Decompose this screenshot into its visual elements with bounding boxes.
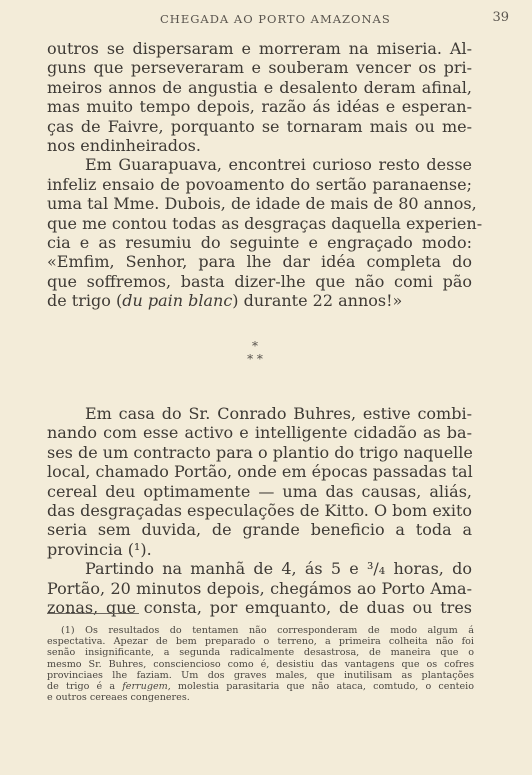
text-line: local, chamado Portão, onde em épocas passadas tal <box>47 462 473 482</box>
footnote-line: mesmo Sr. Buhres, consciencioso como é, desistiu das vantagens que os cofres <box>47 658 474 670</box>
text-line: nos endinheirados. <box>47 136 201 156</box>
footnote-line: provinciaes lhe faziam. Um dos graves males, que inutilisam as plantações <box>47 669 474 681</box>
text-line: mas muito tempo depois, razão ás idéas e esperan- <box>47 97 472 117</box>
text-line: guns que perseveraram e souberam vencer os pri- <box>47 58 472 78</box>
text-line: que soffremos, basta dizer-lhe que não comi pão <box>47 271 472 291</box>
footnote-line: senão insignificante, a segunda radicalmente desastrosa, de maneira que o <box>47 647 474 659</box>
text-line: seria sem duvida, de grande beneficio a toda a <box>47 520 472 540</box>
text-line: das desgraçadas especulações de Kitto. O bom exito <box>47 501 472 521</box>
asterism-top: * <box>252 339 258 353</box>
text-line: Em Guarapuava, encontrei curioso resto desse <box>85 155 472 175</box>
text-line <box>47 291 472 310</box>
text-line: zonas, que consta, por emquanto, de duas ou tres <box>47 598 472 618</box>
text-line: provincia (¹). <box>47 539 152 559</box>
running-header: CHEGADA AO PORTO AMAZONAS <box>160 12 391 26</box>
section-separator <box>235 340 275 366</box>
paragraph-3 <box>47 404 472 559</box>
text-line: cia e as resumiu do seguinte e engraçado modo: <box>47 233 472 253</box>
text-line: nando com esse activo e intelligente cidadão as ba- <box>47 423 472 443</box>
text-fragment: ) durante 22 annos!» <box>232 291 403 311</box>
text-line: Portão, 20 minutos depois, chegámos ao Porto Ama- <box>47 578 472 598</box>
text-line: cereal deu optimamente — uma das causas, aliás, <box>47 481 472 501</box>
text-line: uma tal Mme. Dubois, de idade de mais de 80 annos, <box>47 194 477 214</box>
paragraph-4 <box>47 559 472 617</box>
text-fragment: de trigo é a <box>47 681 123 693</box>
asterism-bottom: * * <box>247 352 263 366</box>
text-line: Em casa do Sr. Conrado Buhres, estive combi- <box>85 404 472 423</box>
text-line: infeliz ensaio de povoamento do sertão paranaense; <box>47 174 472 194</box>
text-line: Partindo na manhã de 4, ás 5 e ³/₄ horas, do <box>85 559 472 579</box>
text-fragment: de trigo ( <box>47 291 123 311</box>
footnote-line: espectativa. Apezar de bem preparado o terreno, a primeira colheita não foi <box>47 636 474 648</box>
footnote-rule <box>47 613 139 614</box>
text-fragment: , molestia parasitaria que não ataca, comtudo, o centeio <box>167 681 474 693</box>
footnote <box>47 625 474 703</box>
italic-word: ferrugem <box>122 681 168 693</box>
paragraph-1 <box>47 39 472 155</box>
italic-phrase: du pain blanc <box>122 291 233 311</box>
footnote-line: e outros cereaes congeneres. <box>47 692 190 704</box>
text-line: meiros annos de angustia e desalento deram afinal, <box>47 77 472 97</box>
text-line: ças de Faivre, porquanto se tornaram mais ou me- <box>47 116 472 136</box>
footnote-line <box>47 681 474 692</box>
text-line: ses de um contracto para o plantio do trigo naquelle <box>47 442 473 462</box>
lower-text <box>47 404 472 617</box>
text-line: outros se dispersaram e morreram na miseria. Al- <box>47 39 472 58</box>
page-number: 39 <box>492 10 509 25</box>
upper-text <box>47 39 483 311</box>
footnote-line: (1) Os resultados do tentamen não corresponderam de modo algum á <box>61 625 474 636</box>
text-line: «Emfim, Senhor, para lhe dar idéa completa do <box>47 252 472 272</box>
text-line: que me contou todas as desgraças daquella experien- <box>47 213 483 233</box>
paragraph-2 <box>47 155 483 311</box>
